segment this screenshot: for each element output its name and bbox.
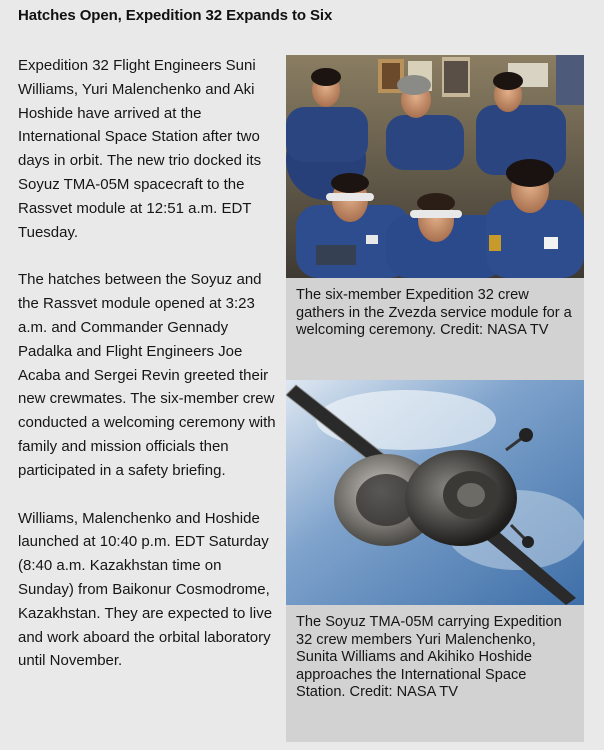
article-body bbox=[18, 54, 280, 697]
crew-photo-caption: The six-member Expedition 32 crew gathers in the Zvezda service module for a welcoming ceremony. Credit: NASA TV bbox=[296, 287, 572, 339]
article-paragraph: Williams, Malenchenko and Hoshide launched at 10:40 p.m. EDT Saturday (8:40 a.m. Kazakhstan time on Sunday) from Baikonur Cosmodrome, Kazakhstan. They are expected to live and work aboard the orbital laboratory until November. bbox=[18, 509, 273, 670]
article-title: Hatches Open, Expedition 32 Expands to Six bbox=[18, 7, 333, 24]
crew-photo bbox=[286, 55, 584, 278]
soyuz-photo bbox=[286, 380, 584, 605]
article-paragraph: The hatches between the Soyuz and the Rassvet module opened at 3:23 a.m. and Commander Gennady Padalka and Flight Engineers Joe Acaba and Sergei Revin greeted their new crewmates. The six-member crew conducted a welcoming ceremony with family and mission officials then participated in a safety briefing. bbox=[18, 271, 276, 479]
soyuz-photo-figure bbox=[286, 380, 584, 742]
soyuz-photo-caption: The Soyuz TMA-05M carrying Expedition 32 crew members Yuri Malenchenko, Sunita Williams and Akihiko Hoshide approaches the International Space Station. Credit: NASA TV bbox=[296, 614, 562, 701]
article-paragraph: Expedition 32 Flight Engineers Suni Williams, Yuri Malenchenko and Aki Hoshide have arrived at the International Space Station after two days in orbit. The new trio docked its Soyuz TMA-05M spacecraft to the Rassvet module at 12:51 a.m. EDT Tuesday. bbox=[18, 57, 262, 241]
crew-photo-figure bbox=[286, 55, 584, 380]
